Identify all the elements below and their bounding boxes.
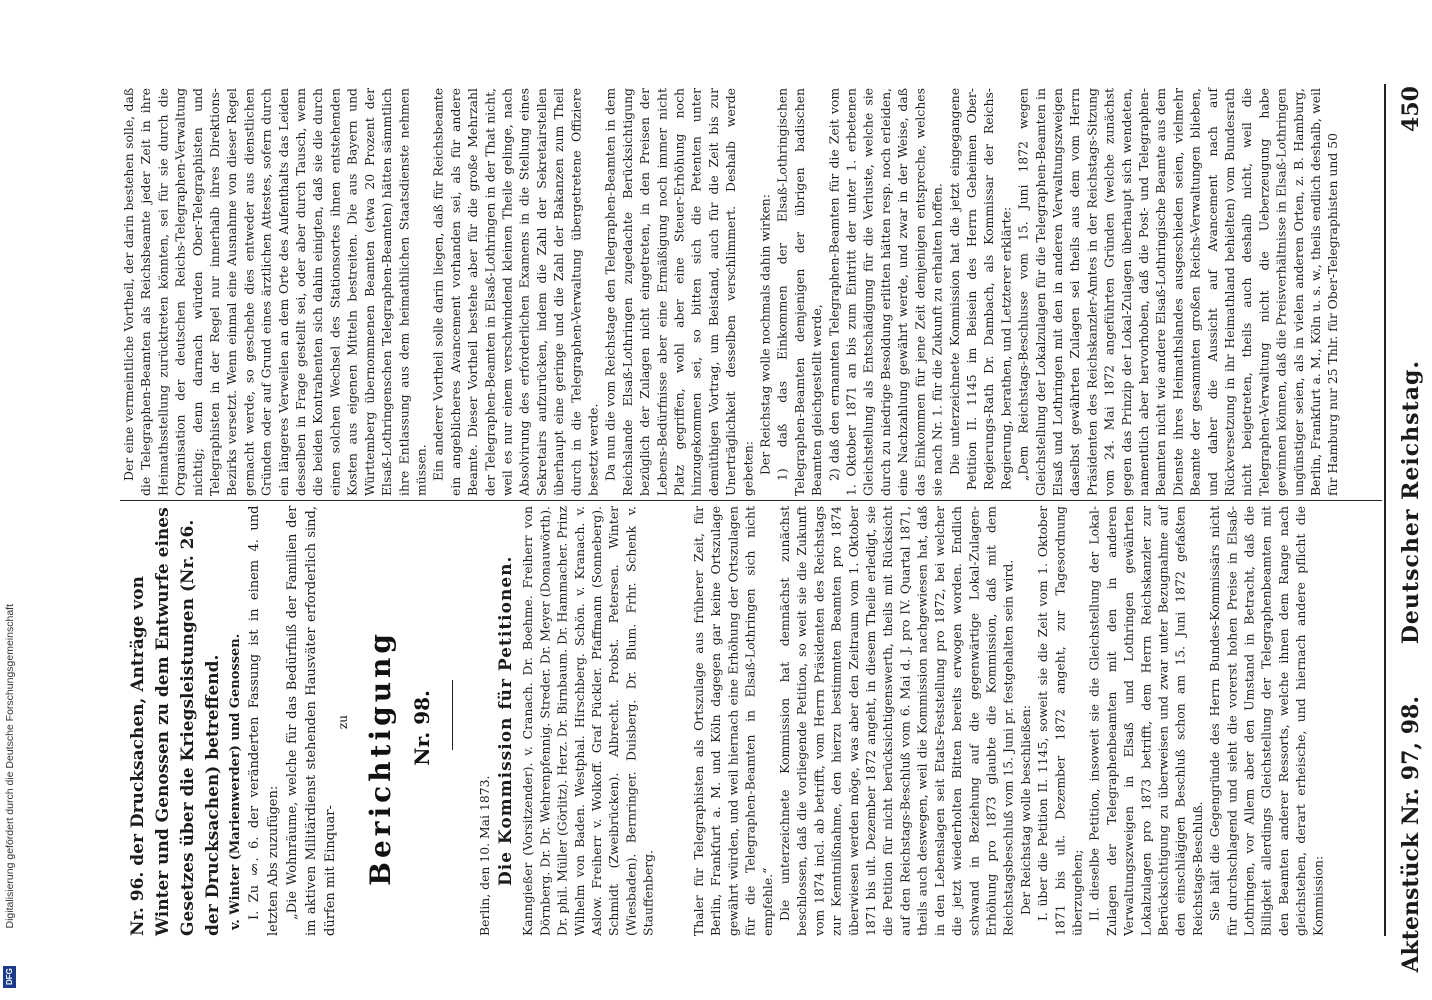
- paragraph: Die unterzeichnete Kommission hat demnächst zunächst beschlossen, daß die vorliegende Petition, so weit sie die Zukunft vom 1874 incl. ab betrifft, vom Herrn Präsidenten des Reichstags zur Kenntnißnahme, den hierzu bestimmten Beamten pro 1874 überwiesen werden möge, was aber den Zeitraum vom 1. Oktober 1871 bis ult. Dezember 1872 angeht, in diesem Theile erledigt, sie die Petition für nicht berücksichtigenswerth, theils mit Rücksicht auf den Reichstags-Beschluß vom 6. Mai d. J. pro IV. Quartal 1871, theils auch deswegen, weil die Kommission nachgewiesen hat, daß in den Lebenslagen seit Etats-Feststellung pro 1872, bei welcher die jetzt wiederholten Bitten bereits erwogen worden. Endlich schwand in Beziehung auf die gegenwärtige Lokal-Zulagen-Erhöhung pro 1873 glaubte die Kommission, daß mit dem Reichstagsbeschluß vom 15. Juni pr. festgehalten sein wird.: [777, 506, 1016, 936]
- paragraph: Ein anderer Vortheil solle darin liegen, daß für Reichsbeamte ein angeblicheres Avancement vorhanden sei, als für andere Beamte. Dieser Vortheil bestehe aber für die große Mehrzahl der Telegraphen-Beamten in Elsaß-Lothringen in der That nicht, weil es nur einem verschwindend kleinen Theile gelinge, nach Absolvirung des erforderlichen Examens in die Stellung eines Sekretairs aufzurücken, indem die Zahl der Sekretairstellen überhaupt eine geringe und die Zahl der Bakanzen zum Theil durch in die Telegraphen-Verwaltung übergetretene Offiziere besetzt werde.: [430, 88, 601, 496]
- notice-title: Berichtigung: [364, 630, 397, 886]
- running-title: Deutscher Reichstag.: [1398, 360, 1424, 645]
- notice-subtitle: Nr. 96. der Drucksachen, Anträge von Winter und Genossen zu dem Entwurfe eines Gesetzes über die Kriegsleistungen (Nr. 26. der Drucksachen) betreffend.: [128, 507, 223, 936]
- list-item: 1) daß das Einkommen der Elsaß-Lothringischen Telegraphen-Beamten demjenigen der übrigen badischen Beamten gleichgestellt werde,: [774, 88, 825, 496]
- section-rule: [452, 680, 453, 750]
- paragraph: Der Reichstag wolle beschließen:: [1017, 705, 1033, 916]
- notice-quote: „Die Wohnräume, welche für das Bedürfniß der Familien der im aktiven Militärdienst stehenden Hausväter erforderlich sind, dürfen mit Einquar-: [285, 506, 338, 936]
- dateline: Berlin, den 10. Mai 1873.: [477, 775, 492, 936]
- notice-subtitle-prefix: zu: [336, 715, 350, 730]
- paragraph: Der Reichstag wolle nochmals dahin wirken:: [757, 194, 773, 476]
- right-column-text: [690, 506, 1378, 936]
- notice-body: [126, 506, 338, 936]
- commission-block: [476, 506, 684, 936]
- list-item: I. über die Petition II. 1145, soweit sie die Zeit vom 1. Oktober 1871 bis ult. Dezember 1872 angeht, zur Tagesordnung überzugehen;: [1035, 506, 1085, 936]
- notice-item: v. Winter (Marienwerder) und Genossen.: [228, 633, 243, 930]
- document-reference: Aktenstück Nr. 97, 98.: [1398, 696, 1424, 973]
- header-rule: [1384, 84, 1386, 936]
- notice-number: Nr. 98.: [410, 690, 434, 766]
- list-item: 2) daß den ernannten Telegraphen-Beamten für die Zeit vom 1. Oktober 1871 an bis zum Eintritt der unter 1. erbetenen Gleichstellung als Entschädigung für die Verluste, welche sie durch zu niedrige Besoldung erlitten hätten resp. noch erleiden, eine Nachzahlung gewährt werde, und zwar in der Weise, daß das Einkommen für jene Zeit demjenigen entspreche, welches sie nach Nr. 1. für die Zukunft zu erhalten hoffen.: [826, 88, 945, 496]
- paragraph: Die unterzeichnete Kommission hat die jetzt eingegangene Petition II. 1145 im Beisein des Herrn Geheimen Ober-Regierungs-Rath Dr. Dambach, als Kommissar der Reichs-Regierung, berathen, und Letzterer erklärte:: [946, 88, 1014, 490]
- page-number: 450: [1398, 86, 1424, 132]
- column-rule: [120, 500, 1382, 501]
- left-column-text: [120, 88, 1378, 496]
- paragraph: „Dem Reichstags-Beschlusse vom 15. Juni 1872 wegen Gleichstellung der Lokalzulagen für die Telegraphen-Beamten in Elsaß und Lothringen mit den in anderen Verwaltungszweigen daselbst gewährten Zulagen sei theils aus dem vom Herrn Präsidenten des Reichskanzler-Amtes in der Reichstags-Sitzung vom 24. Mai 1872 angeführten Gründen (welche zunächst gegen das Prinzip der Lokal-Zulagen überhaupt sich wendeten, namentlich aber hervorhoben, daß die Post- und Telegraphen-Beamten nicht wie andere Elsaß-Lothringische Beamte aus dem Dienste ihres Heimathslandes ausgeschieden seien, vielmehr Beamte der gesammten großen Reichs-Verwaltungen blieben, und daher die Aussicht auf Avancement nach auf Rückversetzung in ihr Heimathland behielten) vom Bundesrath nicht beigetreten, theils auch deshalb nicht, weil die Telegraphen-Verwaltung nicht die Ueberzeugung habe gewinnen können, daß die Preisverhältnisse in Elsaß-Lothringen ungünstiger seien, als in vielen anderen Orten, z. B. Hamburg, Berlin, Frankfurt a. M., Köln u. s. w., theils endlich deshalb, weil für Hamburg nur 25 Thlr. für Ober-Telegraphisten und 50: [1015, 88, 1341, 496]
- notice-item: I. Zu §. 6. der veränderten Fassung ist in einem 4. und letzten Abs zuzufügen:: [247, 506, 281, 936]
- paragraph: Thaler für Telegraphisten als Ortszulage aus früherer Zeit, für Berlin, Frankfurt a. M. und Köln dagegen gar keine Ortszulage gewährt würden, und weil hiernach eine Erhöhung der Ortszulagen für die Telegraphen-Beamten in Elsaß-Lothringen sich nicht empfehle.“: [691, 506, 775, 936]
- list-item: II. dieselbe Petition, insoweit sie die Gleichstellung der Lokal-Zulagen der Telegraphenbeamten mit den in anderen Verwaltungszweigen in Elsaß und Lothringen gewährten Lokalzulagen pro 1873 betrifft, dem Herrn Reichskanzler zur Berücksichtigung zu überweisen und zwar unter Bezugnahme auf den einschlägigen Beschluß schon am 15. Juni 1872 gefaßten Reichstags-Beschluß.: [1086, 506, 1205, 936]
- digitization-credit: Digitalisierung gefördert durch die Deutsche Forschungsgemeinschaft: [4, 604, 16, 929]
- commission-heading: Die Kommission für Petitionen.: [496, 555, 517, 887]
- paragraph: Der eine vermeintliche Vortheil, der darin bestehen solle, daß die Telegraphen-Beamten als Reichsbeamte jeder Zeit in ihre Heimathsstellung zurücktreten könnten, sei für sie durch die Organisation der deutschen Reichs-Telegraphen-Verwaltung nichtig; denn darnach würden Ober-Telegraphisten und Telegraphisten in der Regel nur innerhalb ihres Direktions-Bezirks versetzt. Wenn einmal eine Ausnahme von dieser Regel gemacht werde, so geschehe dies entweder aus dienstlichen Gründen oder auf Grund eines ärztlichen Attestes, sofern durch ein längeres Verweilen an dem Orte des Aufenthalts das Leiden desselben in Frage gestellt sei, oder aber durch Tausch, wenn die beiden Kontrahenten sich dahin einigten, daß sie die durch einen solchen Wechsel des Stationsortes ihnen entstehenden Kosten aus eigenen Mitteln bestreiten. Die aus Bayern und Württemberg übernommenen Beamten (etwa 20 Prozent der Elsaß-Lothringenschen Telegraphen-Beamten) hätten sämmtlich ihre Entlassung aus dem heimathlichen Staatsdienste nehmen müssen.: [121, 88, 429, 496]
- dfg-logo-icon: DFG: [3, 966, 16, 988]
- paragraph: Da nun die vom Reichstage den Telegraphen-Beamten in dem Reichslande Elsaß-Lothringen zugedachte Berücksichtigung bezüglich der Zulagen nicht eingetreten, in den Preisen der Lebens-Bedürfnisse aber eine Ermäßigung noch immer nicht Platz gegriffen, wohl aber eine Steuer-Erhöhung noch hinzugekommen sei, so bitten sich die Petenten unter demüthigen Vortrag, um Beistand, auch für die Zeit bis zur Unerträglichkeit desselben verschlimmert. Deshalb werde gebeten:: [602, 88, 756, 496]
- commission-members: Kanngießer (Vorsitzender). v. Cranach. Dr. Boehme. Freiherr von Dörnberg. Dr. Dr. Wehrenpfennig. Streder. Dr. Meyer (Donauwörth). Dr. phil. Müller (Görlitz). Herz. Dr. Birnbaum. Dr. Hammacher. Prinz Wilhelm von Baden. Westphal. Hirschberg. Schön. v. Kranach. v. Aslow. Freiherr v. Wolkoff. Graf Pückler. Pfaffmann (Sonneberg). Schmidt (Zweibrücken). Albrecht. Probst. Petersen. Winter (Wiesbaden). Bernringer. Duisberg. Dr. Blum. Frhr. Schenk v. Stauffenberg.: [520, 506, 656, 936]
- paragraph: Sie hält die Gegengründe des Herrn Bundes-Kommissärs nicht für durchschlagend und sieht die vorerst hohen Preise in Elsaß-Lothringen, vor Allem aber den Umstand in Betracht, daß die Billigkeit allerdings Gleichstellung der Telegraphenbeamten mit den Beamten anderer Ressorts, welche ihnen dem Range nach gleichstehen, derart erheische, und hiernach andere pflicht die Kommission:: [1207, 506, 1326, 936]
